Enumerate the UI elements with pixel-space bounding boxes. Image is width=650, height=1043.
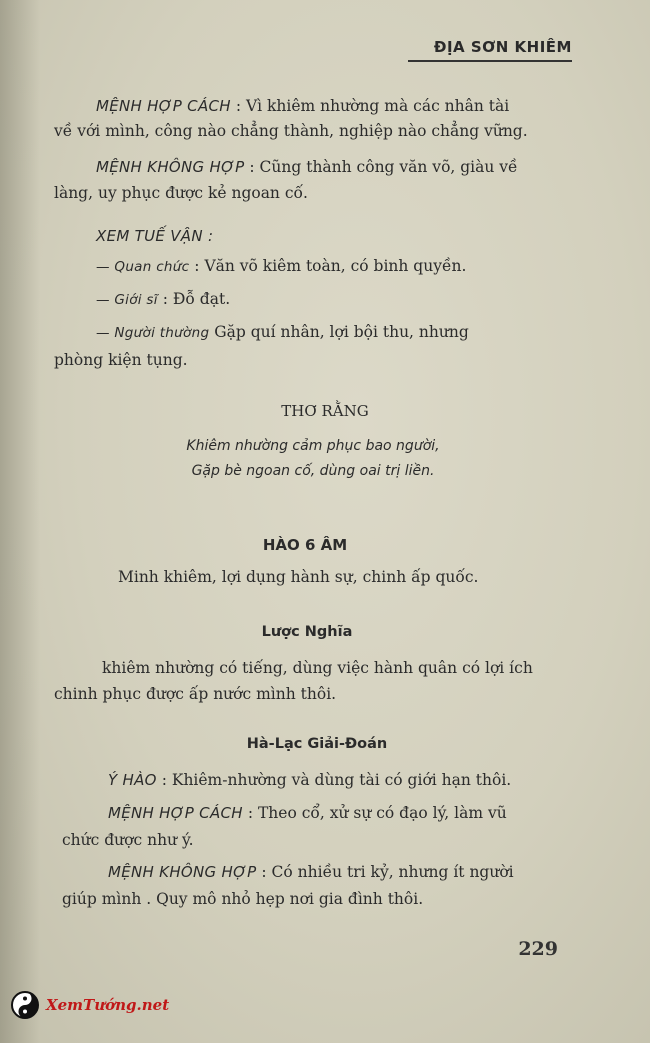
nguoi-thuong-line-2: phòng kiện tụng. bbox=[54, 351, 188, 369]
site-watermark[interactable] bbox=[10, 990, 169, 1020]
hao-6-am-text: Minh khiêm, lợi dụng hành sự, chinh ấp quốc. bbox=[118, 568, 479, 586]
watermark-text: XemTướng.net bbox=[46, 996, 170, 1014]
menh-hop-cach-line-2: về với mình, công nào chẳng thành, nghiệp nào chẳng vững. bbox=[54, 122, 528, 140]
y-hao-text: : Khiêm-nhường và dùng tài có giới hạn thôi. bbox=[161, 771, 512, 789]
nguoi-thuong-label: — Người thường bbox=[96, 325, 210, 341]
ha-lac-menh-khong-hop-label: MỆNH KHÔNG HỢP bbox=[108, 863, 257, 881]
page-number: 229 bbox=[518, 938, 558, 960]
poem-line-2: Gặp bè ngoan cố, dùng oai trị liền. bbox=[191, 463, 435, 479]
y-hao-line bbox=[108, 770, 570, 790]
yin-yang-icon bbox=[10, 990, 40, 1020]
menh-khong-hop-line-2: làng, uy phục được kẻ ngoan cố. bbox=[54, 184, 308, 202]
menh-khong-hop-label: MỆNH KHÔNG HỢP bbox=[96, 158, 245, 176]
xem-tue-van-heading bbox=[96, 226, 570, 246]
poem-line-1: Khiêm nhường cảm phục bao người, bbox=[186, 438, 440, 454]
header-rule bbox=[408, 60, 572, 62]
luoc-nghia-line-2: chinh phục được ấp nước mình thôi. bbox=[54, 685, 337, 703]
ha-lac-menh-hop-cach-text-1: : Theo cổ, xử sự có đạo lý, làm vũ bbox=[247, 804, 507, 822]
binding-shadow bbox=[0, 0, 40, 1043]
menh-khong-hop-line-1 bbox=[96, 157, 570, 177]
gioi-si-text: : Đỗ đạt. bbox=[162, 290, 231, 308]
tho-rang-heading: THƠ RẰNG bbox=[281, 402, 369, 420]
nguoi-thuong-text-1: Gặp quí nhân, lợi bội thu, nhưng bbox=[214, 323, 469, 341]
menh-khong-hop-text-1: : Cũng thành công văn võ, giàu về bbox=[249, 158, 518, 176]
hao-6-am-heading: HÀO 6 ÂM bbox=[262, 536, 348, 554]
quan-chuc-text: : Văn võ kiêm toàn, có binh quyền. bbox=[194, 257, 467, 275]
ha-lac-heading: Hà-Lạc Giải-Đoán bbox=[246, 736, 388, 752]
menh-hop-cach-text-1: : Vì khiêm nhường mà các nhân tài bbox=[235, 97, 510, 115]
ha-lac-menh-khong-hop-line-2: giúp mình . Quy mô nhỏ hẹp nơi gia đình thôi. bbox=[62, 890, 424, 908]
quan-chuc-label: — Quan chức bbox=[96, 259, 190, 275]
nguoi-thuong-line-1 bbox=[96, 322, 570, 343]
luoc-nghia-heading: Lược Nghĩa bbox=[261, 624, 353, 640]
ha-lac-menh-khong-hop-line-1 bbox=[108, 862, 570, 882]
ha-lac-menh-hop-cach-line-2: chức được như ý. bbox=[62, 831, 194, 849]
ha-lac-menh-khong-hop-text-1: : Có nhiều tri kỷ, nhưng ít người bbox=[261, 863, 514, 881]
ha-lac-menh-hop-cach-label: MỆNH HỢP CÁCH bbox=[108, 804, 243, 822]
gioi-si-label: — Giới sĩ bbox=[96, 292, 158, 308]
menh-hop-cach-label: MỆNH HỢP CÁCH bbox=[96, 97, 231, 115]
quan-chuc-line bbox=[96, 256, 570, 277]
running-header: ĐỊA SƠN KHIÊM bbox=[433, 38, 572, 56]
menh-hop-cach-line-1 bbox=[96, 96, 570, 116]
y-hao-label: Ý HÀO bbox=[108, 771, 157, 789]
ha-lac-menh-hop-cach-line-1 bbox=[108, 803, 570, 823]
xem-tue-van-label: XEM TUẾ VẬN : bbox=[96, 227, 214, 245]
gioi-si-line bbox=[96, 289, 570, 310]
luoc-nghia-line-1: khiêm nhường có tiếng, dùng việc hành quân có lợi ích bbox=[102, 659, 533, 677]
